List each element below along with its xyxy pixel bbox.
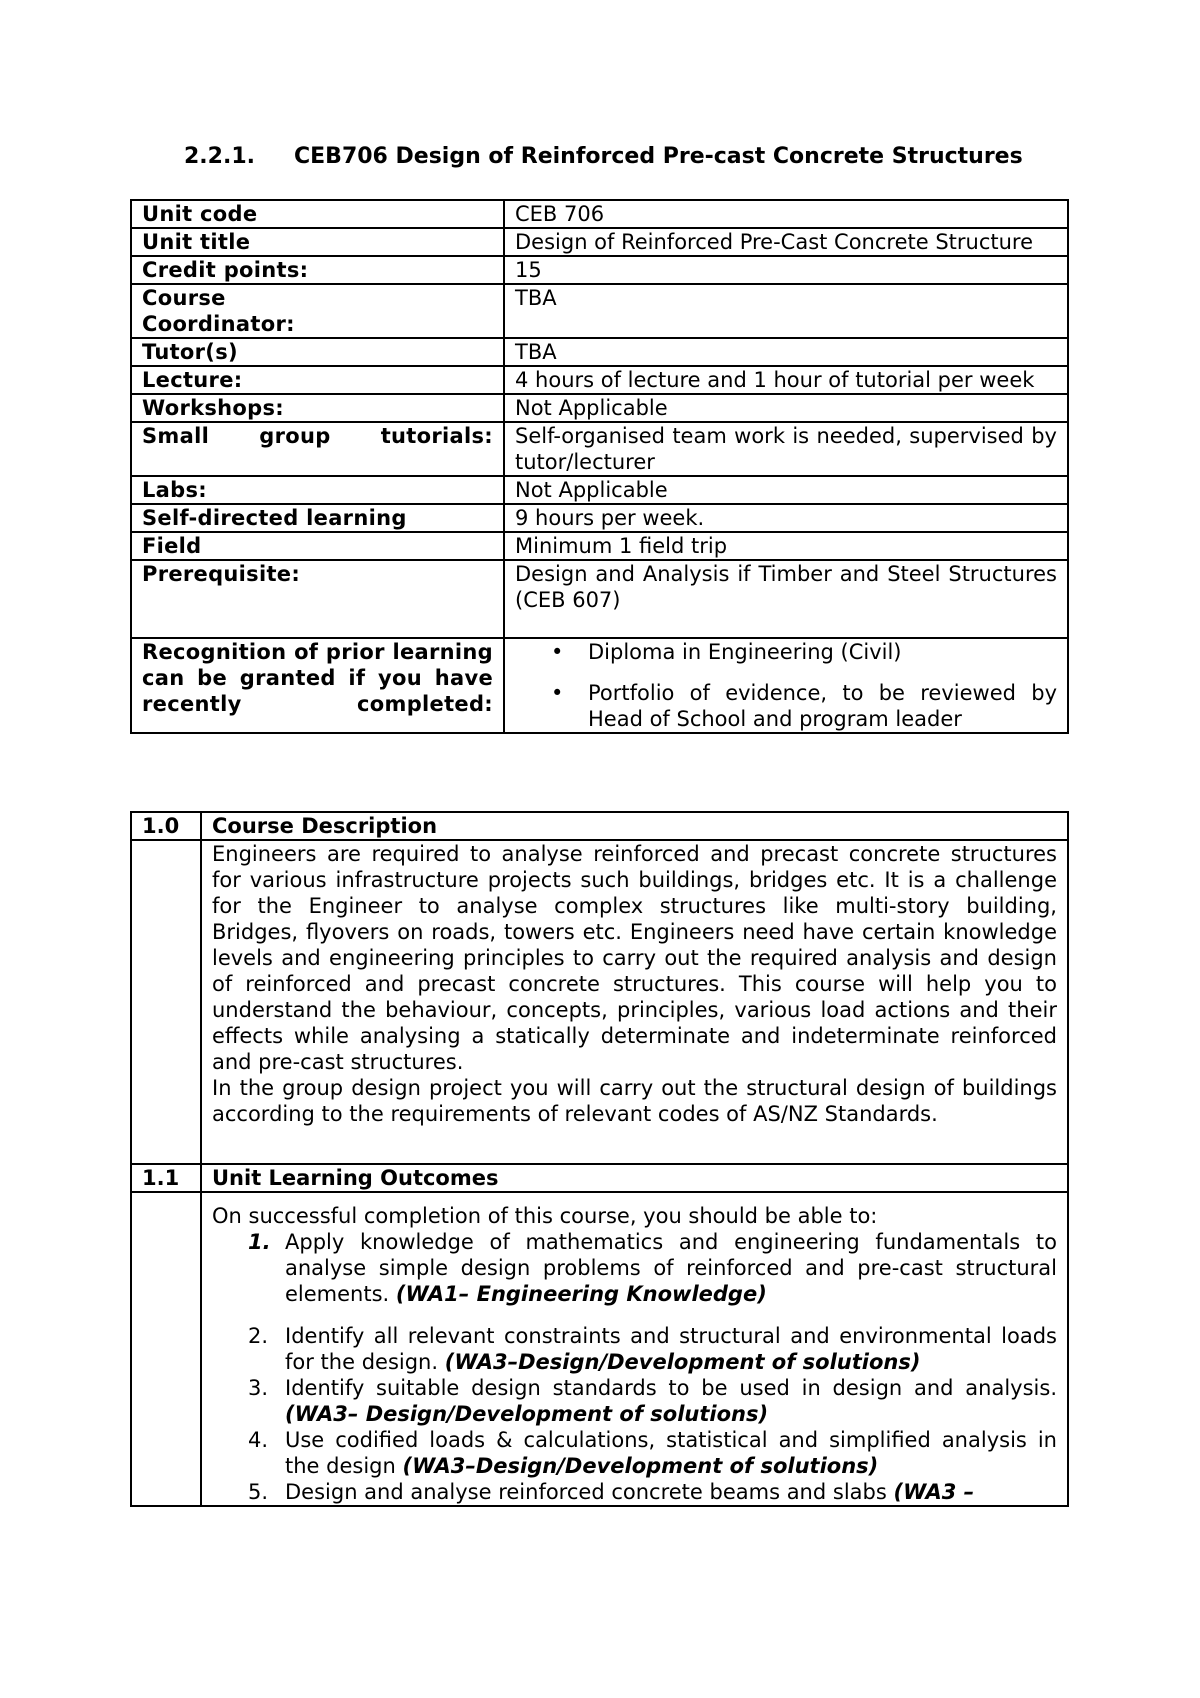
item-text: Use codified loads & calculations, statistical and simplified analysis in the design (285, 1428, 1057, 1478)
table-row (131, 1192, 1068, 1506)
outcomes-list (212, 1229, 1057, 1505)
item-number: 1. (248, 1230, 271, 1254)
outcomes-body (201, 1192, 1068, 1506)
item-attribute: (WA3–Design/Development of solutions) (444, 1350, 921, 1374)
item-number: 4. (248, 1428, 269, 1452)
table-row (131, 422, 1068, 476)
rpl-label: Recognition of prior learning can be granted if you have recently completed: (131, 638, 504, 733)
row-label: Unit code (131, 200, 504, 228)
row-value: Self-organised team work is needed, supervised by tutor/lecturer (504, 422, 1068, 476)
table-row (131, 532, 1068, 560)
row-value: 9 hours per week. (504, 504, 1068, 532)
description-paragraph: Engineers are required to analyse reinforced and precast concrete structures for various infrastructure projects such buildings, bridges etc. It is a challenge for the Engineer to analyse complex structures like multi-story building, Bridges, flyovers on roads, towers etc. Engineers need have certain knowledge levels and engineering principles to carry out the required analysis and design of reinforced and precast concrete structures. This course will help you to understand the behaviour, concepts, principles, various load actions and their effects while analysing a statically determinate and indeterminate reinforced and pre-cast structures. (212, 842, 1057, 1074)
table-row (131, 338, 1068, 366)
table-row (131, 394, 1068, 422)
item-text: Design and analyse reinforced concrete beams and slabs (285, 1480, 887, 1504)
list-item (212, 1375, 1057, 1427)
section-number: 1.1 (131, 1164, 201, 1192)
table-row (131, 560, 1068, 638)
item-text: Identify all relevant constraints and structural and environmental loads for the design. (285, 1324, 1057, 1374)
row-value: Design of Reinforced Pre-Cast Concrete Structure (504, 228, 1068, 256)
row-value: CEB 706 (504, 200, 1068, 228)
row-value: Not Applicable (504, 476, 1068, 504)
item-text: Identify suitable design standards to be used in design and analysis. (285, 1376, 1057, 1400)
row-value: TBA (504, 338, 1068, 366)
row-value: 15 (504, 256, 1068, 284)
outcomes-intro: On successful completion of this course, you should be able to: (212, 1204, 878, 1228)
list-item (212, 1229, 1057, 1307)
row-value: Design and Analysis if Timber and Steel Structures (CEB 607) (504, 560, 1068, 638)
table-row (131, 812, 1068, 840)
table-row (131, 840, 1068, 1164)
table-row (131, 284, 1068, 338)
item-number: 3. (248, 1376, 269, 1400)
unit-details-table (130, 199, 1069, 734)
row-label: Lecture: (131, 366, 504, 394)
table-row (131, 256, 1068, 284)
item-number: 2. (248, 1324, 269, 1348)
row-value: Minimum 1 field trip (504, 532, 1068, 560)
table-row (131, 638, 1068, 733)
description-body (201, 840, 1068, 1164)
rpl-value (504, 638, 1068, 733)
item-attribute: (WA3– Design/Development of solutions) (285, 1402, 769, 1426)
row-label: Unit title (131, 228, 504, 256)
item-number: 5. (248, 1480, 269, 1504)
section-title: Unit Learning Outcomes (201, 1164, 1068, 1192)
empty-cell (131, 840, 201, 1164)
section-number: 2.2.1. (184, 144, 255, 169)
table-row (131, 476, 1068, 504)
table-row (131, 1164, 1068, 1192)
row-value: TBA (504, 284, 1068, 338)
list-item: • Diploma in Engineering (Civil) (515, 639, 1057, 665)
course-description-table (130, 811, 1069, 1507)
empty-cell (131, 1192, 201, 1506)
row-label: Prerequisite: (131, 560, 504, 638)
row-value: 4 hours of lecture and 1 hour of tutorial per week (504, 366, 1068, 394)
description-paragraph: In the group design project you will carry out the structural design of buildings according to the requirements of relevant codes of AS/NZ Standards. (212, 1076, 1057, 1126)
list-item: • Portfolio of evidence, to be reviewed by Head of School and program leader (515, 680, 1057, 732)
row-label: Tutor(s) (131, 338, 504, 366)
item-attribute: (WA3–Design/Development of solutions) (402, 1454, 879, 1478)
row-label: Credit points: (131, 256, 504, 284)
row-label: Self-directed learning (131, 504, 504, 532)
row-label: Field (131, 532, 504, 560)
table-row (131, 504, 1068, 532)
list-item (212, 1427, 1057, 1479)
row-value: Not Applicable (504, 394, 1068, 422)
section-number: 1.0 (131, 812, 201, 840)
list-item (212, 1323, 1057, 1375)
rpl-list (515, 639, 1057, 732)
section-heading (184, 144, 1023, 170)
section-title: Course Description (201, 812, 1068, 840)
table-row (131, 228, 1068, 256)
row-label: Small group tutorials: (131, 422, 504, 476)
row-label: Labs: (131, 476, 504, 504)
row-label: Workshops: (131, 394, 504, 422)
item-attribute: (WA3 – (893, 1480, 975, 1504)
item-attribute: (WA1– Engineering Knowledge) (395, 1282, 767, 1306)
table-row (131, 200, 1068, 228)
list-item (212, 1479, 1057, 1505)
table-row (131, 366, 1068, 394)
row-label: Course Coordinator: (131, 284, 504, 338)
section-title: CEB706 Design of Reinforced Pre-cast Concrete Structures (294, 144, 1023, 169)
item-text: Apply knowledge of mathematics and engineering fundamentals to analyse simple design problems of reinforced and pre-cast structural elements. (285, 1230, 1057, 1306)
